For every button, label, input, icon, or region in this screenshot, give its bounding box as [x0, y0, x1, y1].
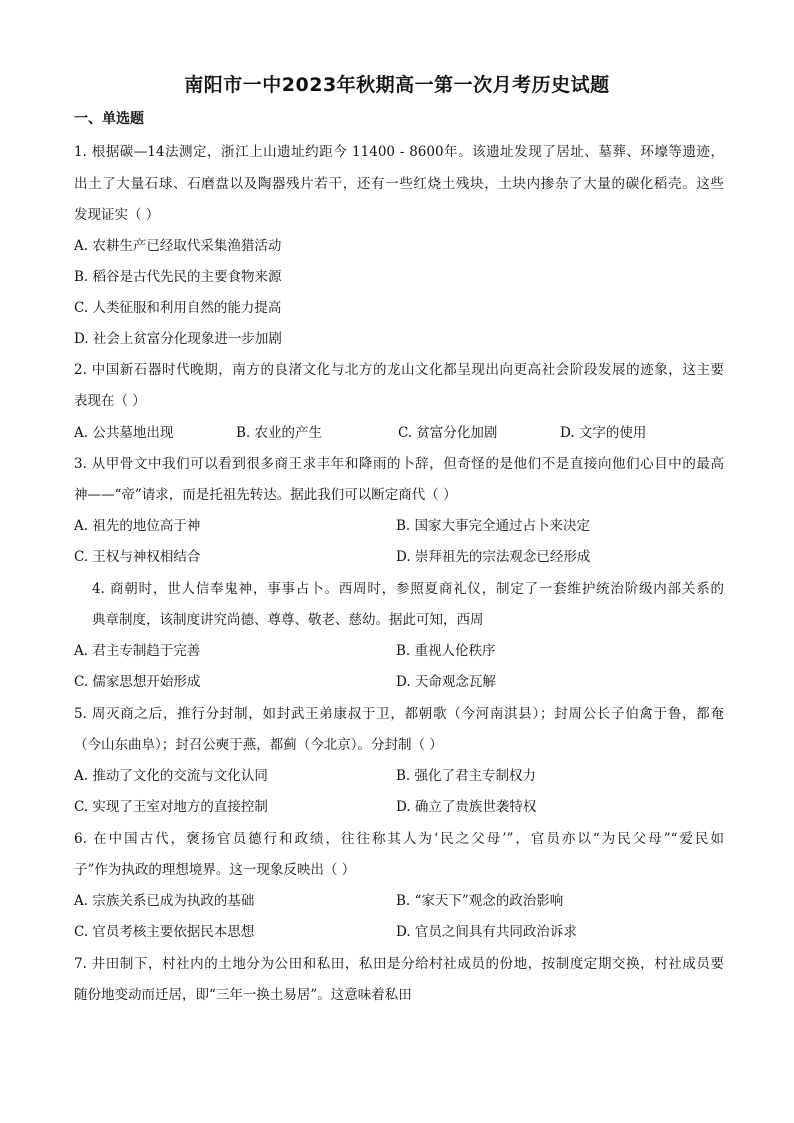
question-2-option-a: A. 公共墓地出现 [74, 425, 174, 441]
question-6-option-c: C. 官员考核主要依据民本思想 [74, 924, 255, 940]
question-7-line-1: 7. 井田制下，村社内的土地分为公田和私田，私田是分给村社成员的份地，按制度定期交换，村社成员要 [74, 956, 724, 972]
question-1-option-a: A. 农耕生产已经取代采集渔猎活动 [74, 238, 282, 254]
question-1-option-b: B. 稻谷是古代先民的主要食物来源 [74, 269, 282, 285]
question-2-options [74, 421, 722, 441]
question-6-option-b: B. “家天下”观念的政治影响 [396, 893, 564, 909]
question-4-line-2: 典章制度，该制度讲究尚德、尊尊、敬老、慈幼。据此可知，西周 [92, 612, 484, 628]
question-2-line-2: 表现在（ ） [74, 393, 146, 409]
question-4-option-d: D. 天命观念瓦解 [396, 674, 496, 690]
question-3-line-1: 3. 从甲骨文中我们可以看到很多商王求丰年和降雨的卜辞，但奇怪的是他们不是直接向他们心目中的最高 [74, 456, 724, 472]
question-1-option-c: C. 人类征服和利用自然的能力提高 [74, 300, 282, 316]
question-2-option-c: C. 贫富分化加剧 [398, 425, 498, 441]
question-5-line-1: 5. 周灭商之后，推行分封制，如封武王弟康叔于卫，都朝歌（今河南淇县）；封周公长子伯禽于鲁，都奄 [74, 706, 724, 722]
question-6-option-d: D. 官员之间具有共同政治诉求 [396, 924, 577, 940]
question-5-option-d: D. 确立了贵族世袭特权 [396, 799, 537, 815]
question-4-option-c: C. 儒家思想开始形成 [74, 674, 201, 690]
question-1-option-d: D. 社会上贫富分化现象进一步加剧 [74, 331, 282, 347]
question-6-option-a: A. 宗族关系已成为执政的基础 [74, 893, 255, 909]
page-title: 南阳市一中2023年秋期高一第一次月考历史试题 [184, 74, 610, 96]
question-3-line-2: 神——“帝”请求，而是托祖先转达。据此我们可以断定商代（ ） [74, 487, 457, 503]
question-5-option-a: A. 推动了文化的交流与文化认同 [74, 768, 268, 784]
question-2-option-b: B. 农业的产生 [236, 425, 323, 441]
question-2-line-1: 2. 中国新石器时代晚期，南方的良渚文化与北方的龙山文化都呈现出向更高社会阶段发展的迹象，这主要 [74, 362, 724, 378]
question-3-option-b: B. 国家大事完全通过占卜来决定 [396, 518, 591, 534]
question-5-option-c: C. 实现了王室对地方的直接控制 [74, 799, 268, 815]
question-1-line-1: 1. 根据碳—14法测定，浙江上山遗址约距今 11400 - 8600年。该遗址发现了居址、墓葬、环壕等遗迹， [74, 144, 724, 160]
question-3-option-d: D. 崇拜祖先的宗法观念已经形成 [396, 549, 591, 565]
question-4-option-b: B. 重视人伦秩序 [396, 643, 496, 659]
question-1-line-2: 出土了大量石球、石磨盘以及陶器残片若干，还有一些红烧土残块，土块内掺杂了大量的碳化稻壳。这些 [74, 176, 724, 192]
question-2-option-d: D. 文字的使用 [560, 425, 647, 441]
question-1-line-3: 发现证实（ ） [74, 207, 160, 223]
question-3-option-c: C. 王权与神权相结合 [74, 549, 201, 565]
question-6-line-1: 6. 在中国古代，褒扬官员德行和政绩，往往称其人为‘民之父母’”，官员亦以“为民父母”“爱民如 [74, 831, 725, 847]
question-4-option-a: A. 君主专制趋于完善 [74, 643, 201, 659]
question-3-option-a: A. 祖先的地位高于神 [74, 518, 201, 534]
question-6-line-2: 子”作为执政的理想境界。这一现象反映出（ ） [74, 862, 356, 878]
section-heading: 一、单选题 [74, 111, 144, 127]
question-5-line-2: （今山东曲阜）；封召公奭于燕，都蓟（今北京）。分封制（ ） [74, 737, 443, 753]
question-4-line-1: 4. 商朝时，世人信奉鬼神，事事占卜。西周时，参照夏商礼仪，制定了一套维护统治阶级内部关系的 [92, 581, 724, 597]
question-5-option-b: B. 强化了君主专制权力 [396, 768, 537, 784]
question-7-line-2: 随份地变动而迁居，即“三年一换土易居”。这意味着私田 [74, 987, 412, 1003]
